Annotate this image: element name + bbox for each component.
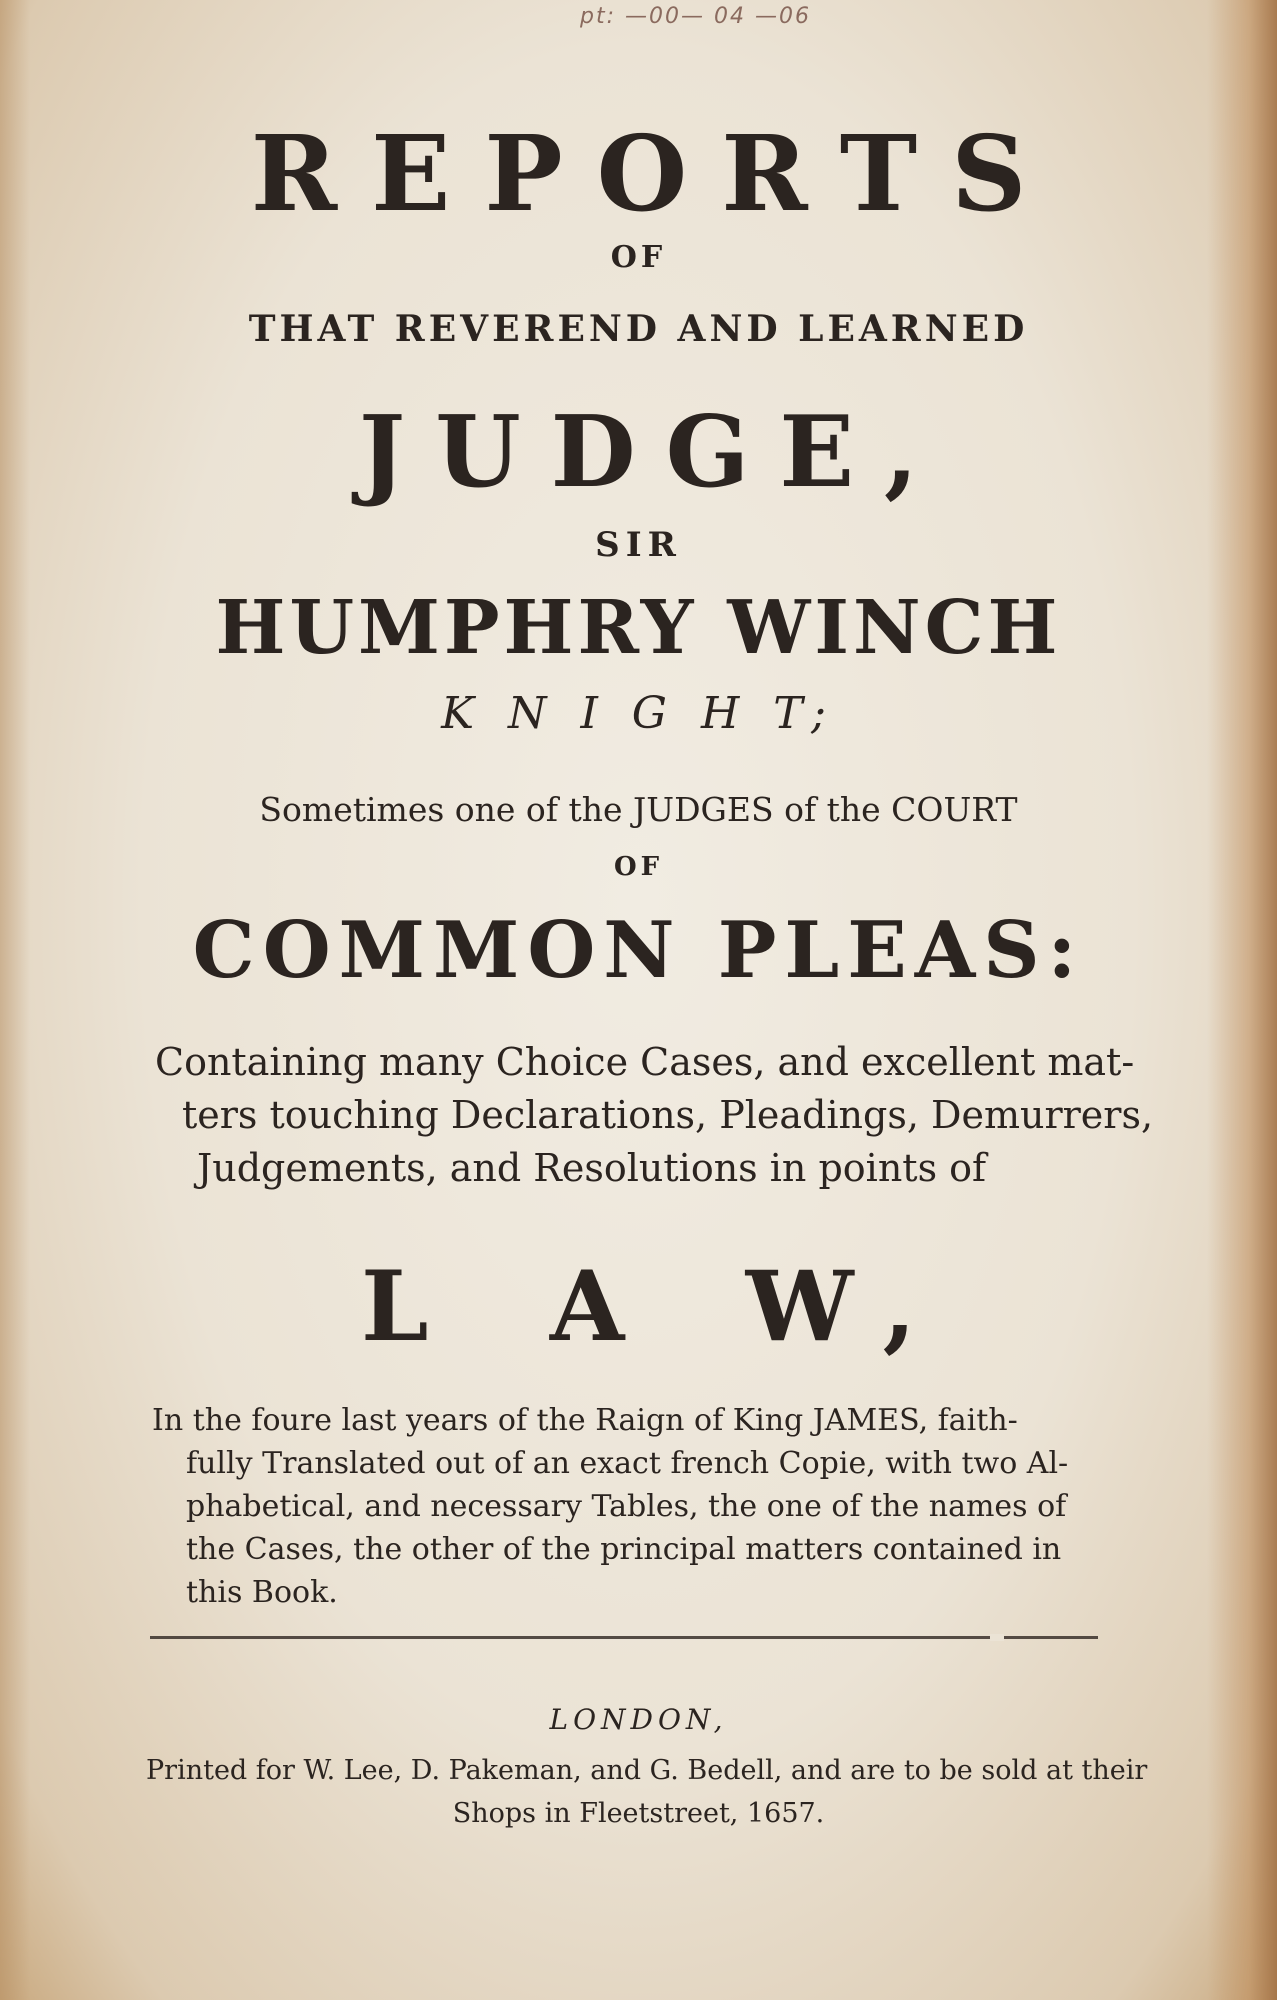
title-sir: SIR xyxy=(595,525,682,565)
title-of: OF xyxy=(610,240,667,275)
description-line-3: phabetical, and necessary Tables, the one of the names of xyxy=(186,1489,1067,1524)
contents-line-3: Judgements, and Resolutions in points of xyxy=(197,1146,987,1190)
title-reports: REPORTS xyxy=(250,112,1061,235)
description-line-4: the Cases, the other of the principal matters contained in xyxy=(186,1532,1062,1567)
imprint-line-2: Shops in Fleetstreet, 1657. xyxy=(452,1798,825,1829)
imprint-city: LONDON, xyxy=(549,1703,728,1736)
page-edge-stain-right xyxy=(1207,0,1277,2000)
page-edge-stain-left xyxy=(0,0,30,2000)
title-office: Sometimes one of the JUDGES of the COURT xyxy=(259,790,1018,829)
title-law: L A W, xyxy=(360,1250,961,1363)
contents-line-2: ters touching Declarations, Pleadings, Demurrers, xyxy=(182,1093,1154,1137)
horizontal-rule-gap xyxy=(990,1634,1004,1641)
title-court: COMMON PLEAS: xyxy=(192,905,1085,996)
title-name: HUMPHRY WINCH xyxy=(215,585,1062,671)
horizontal-rule xyxy=(150,1636,1098,1639)
imprint-line-1: Printed for W. Lee, D. Pakeman, and G. Bedell, and are to be sold at their xyxy=(146,1755,1148,1786)
description-line-2: fully Translated out of an exact french Copie, with two Al- xyxy=(186,1446,1069,1481)
title-knight: K N I G H T; xyxy=(441,688,836,739)
title-descriptor: THAT REVEREND AND LEARNED xyxy=(248,308,1029,350)
shelfmark-annotation: pt: —00— 04 —06 xyxy=(580,4,811,29)
contents-line-1: Containing many Choice Cases, and excellent mat- xyxy=(155,1040,1135,1084)
description-line-1: In the foure last years of the Raign of King JAMES, faith- xyxy=(152,1403,1018,1438)
description-line-5: this Book. xyxy=(186,1575,338,1610)
title-judge: JUDGE, xyxy=(358,395,949,510)
title-of-2: OF xyxy=(613,852,664,882)
